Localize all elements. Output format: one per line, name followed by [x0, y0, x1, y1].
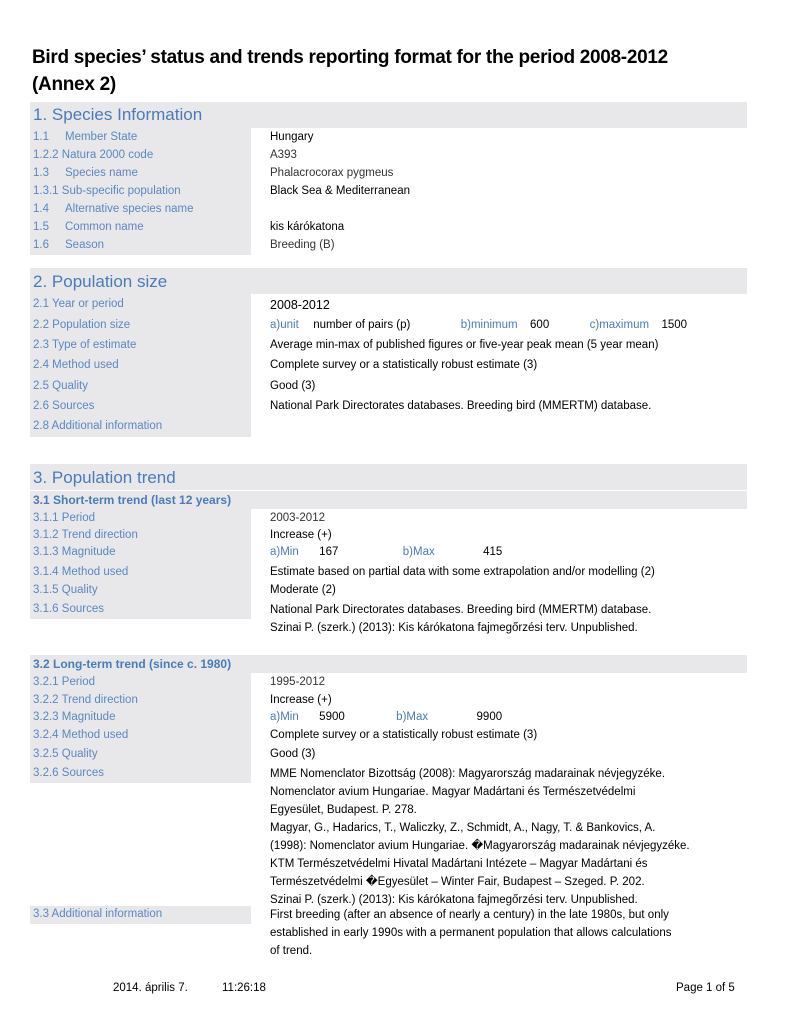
natura-code-value: A393: [270, 149, 297, 161]
long-method-value: Complete survey or a statistically robust estimate (3): [270, 729, 538, 741]
source-line: Szinai P. (szerk.) (2013): Kis kárókatona fajmegőrzési terv. Unpublished.: [270, 894, 638, 906]
row-label: 1.3 Species name: [33, 167, 138, 179]
long-direction-label: 3.2.2 Trend direction: [33, 694, 138, 706]
method-label: 2.4 Method used: [33, 359, 119, 371]
long-quality-value: Good (3): [270, 748, 316, 760]
footer-time: 11:26:18: [222, 982, 266, 994]
quality-value: Good (3): [270, 380, 316, 392]
additional-label: 2.8 Additional information: [33, 420, 163, 432]
short-min-value: 167: [319, 546, 339, 558]
long-magnitude-values: [270, 711, 502, 723]
unit-label: a)unit: [270, 319, 299, 331]
year-label: 2.1 Year or period: [33, 298, 124, 310]
row-label: 1.6 Season: [33, 239, 105, 251]
minimum-label: b)minimum: [460, 319, 518, 331]
year-value: 2008-2012: [270, 298, 330, 312]
maximum-value: 1500: [661, 319, 688, 331]
long-term-heading: 3.2 Long-term trend (since c. 1980): [33, 657, 232, 671]
section-3-heading: 3. Population trend: [33, 468, 176, 487]
long-min-label: a)Min: [270, 711, 299, 723]
size-label: 2.2 Population size: [33, 319, 131, 331]
long-magnitude-label: 3.2.3 Magnitude: [33, 711, 116, 723]
long-method-label: 3.2.4 Method used: [33, 729, 129, 741]
long-sources-label: 3.2.6 Sources: [33, 767, 104, 779]
short-period-value: 2003-2012: [270, 512, 325, 524]
short-magnitude-values: [270, 546, 502, 558]
document-title: [32, 44, 752, 98]
source-line: Nomenclator avium Hungariae. Magyar Madártani és Természetvédelmi: [270, 786, 636, 798]
species-name-value: Phalacrocorax pygmeus: [270, 167, 394, 179]
row-label: 1.5 Common name: [33, 221, 144, 233]
sources-label: 2.6 Sources: [33, 400, 95, 412]
short-quality-label: 3.1.5 Quality: [33, 584, 98, 596]
short-term-heading: 3.1 Short-term trend (last 12 years): [33, 493, 232, 507]
short-direction-value: Increase (+): [270, 529, 332, 541]
source-line: National Park Directorates databases. Breeding bird (MMERTM) database.: [270, 604, 652, 616]
sub-population-value: Black Sea & Mediterranean: [270, 185, 410, 197]
population-size-values: [270, 319, 687, 331]
short-method-label: 3.1.4 Method used: [33, 566, 129, 578]
source-line: KTM Természetvédelmi Hivatal Madártani Intézete – Magyar Madártani és: [270, 858, 648, 870]
long-period-value: 1995-2012: [270, 676, 325, 688]
title-line-1: Bird species’ status and trends reporting format for the period 2008-2012: [32, 47, 668, 68]
source-line: (1998): Nomenclator avium Hungariae. �Magyarország madarainak névjegyzéke.: [270, 840, 690, 852]
sources-value: National Park Directorates databases. Breeding bird (MMERTM) database.: [270, 400, 652, 412]
short-method-value: Estimate based on partial data with some extrapolation and/or modelling (2): [270, 566, 655, 578]
type-value: Average min-max of published figures or five-year peak mean (5 year mean): [270, 339, 659, 351]
long-quality-label: 3.2.5 Quality: [33, 748, 98, 760]
short-period-label: 3.1.1 Period: [33, 512, 96, 524]
method-value: Complete survey or a statistically robust estimate (3): [270, 359, 538, 371]
source-line: Szinai P. (szerk.) (2013): Kis kárókatona fajmegőrzési terv. Unpublished.: [270, 622, 638, 634]
section-1-heading: 1. Species Information: [33, 105, 203, 124]
short-sources-value: [270, 601, 740, 637]
footer-date: 2014. április 7.: [113, 982, 188, 994]
title-line-2: (Annex 2): [32, 74, 116, 95]
season-value: Breeding (B): [270, 239, 335, 251]
short-quality-value: Moderate (2): [270, 584, 336, 596]
additional-line: of trend.: [270, 945, 313, 957]
short-min-label: a)Min: [270, 546, 299, 558]
long-sources-value: [270, 765, 740, 909]
additional-line: First breeding (after an absence of nearly a century) in the late 1980s, but only: [270, 909, 669, 921]
row-label: 1.1 Member State: [33, 131, 138, 143]
long-min-value: 5900: [319, 711, 345, 723]
source-line: MME Nomenclator Bizottság (2008): Magyarország madarainak névjegyzéke.: [270, 768, 666, 780]
source-line: Egyesület, Budapest. P. 278.: [270, 804, 417, 816]
long-direction-value: Increase (+): [270, 694, 332, 706]
common-name-value: kis kárókatona: [270, 221, 345, 233]
footer-page: Page 1 of 5: [676, 982, 735, 994]
short-sources-label: 3.1.6 Sources: [33, 603, 104, 615]
long-max-label: b)Max: [396, 711, 429, 723]
maximum-label: c)maximum: [589, 319, 650, 331]
type-label: 2.3 Type of estimate: [33, 339, 137, 351]
quality-label: 2.5 Quality: [33, 380, 88, 392]
unit-value: number of pairs (p): [313, 319, 411, 331]
member-state-value: Hungary: [270, 131, 314, 143]
short-max-value: 415: [483, 546, 503, 558]
row-label: 1.3.1 Sub-specific population: [33, 185, 181, 197]
row-label: 1.4 Alternative species name: [33, 203, 194, 215]
section-2-heading: 2. Population size: [33, 272, 168, 291]
long-max-value: 9900: [476, 711, 503, 723]
row-label: 1.2.2 Natura 2000 code: [33, 149, 154, 161]
additional-line: established in early 1990s with a permanent population that allows calculations: [270, 927, 672, 939]
long-period-label: 3.2.1 Period: [33, 676, 96, 688]
minimum-value: 600: [530, 319, 550, 331]
short-direction-label: 3.1.2 Trend direction: [33, 529, 138, 541]
trend-additional-label: 3.3 Additional information: [33, 908, 163, 920]
short-magnitude-label: 3.1.3 Magnitude: [33, 546, 116, 558]
source-line: Magyar, G., Hadarics, T., Waliczky, Z., Schmidt, A., Nagy, T. & Bankovics, A.: [270, 822, 656, 834]
short-max-label: b)Max: [402, 546, 435, 558]
source-line: Természetvédelmi �Egyesület – Winter Fair, Budapest – Szeged. P. 202.: [270, 876, 645, 888]
trend-additional-value: [270, 906, 740, 960]
